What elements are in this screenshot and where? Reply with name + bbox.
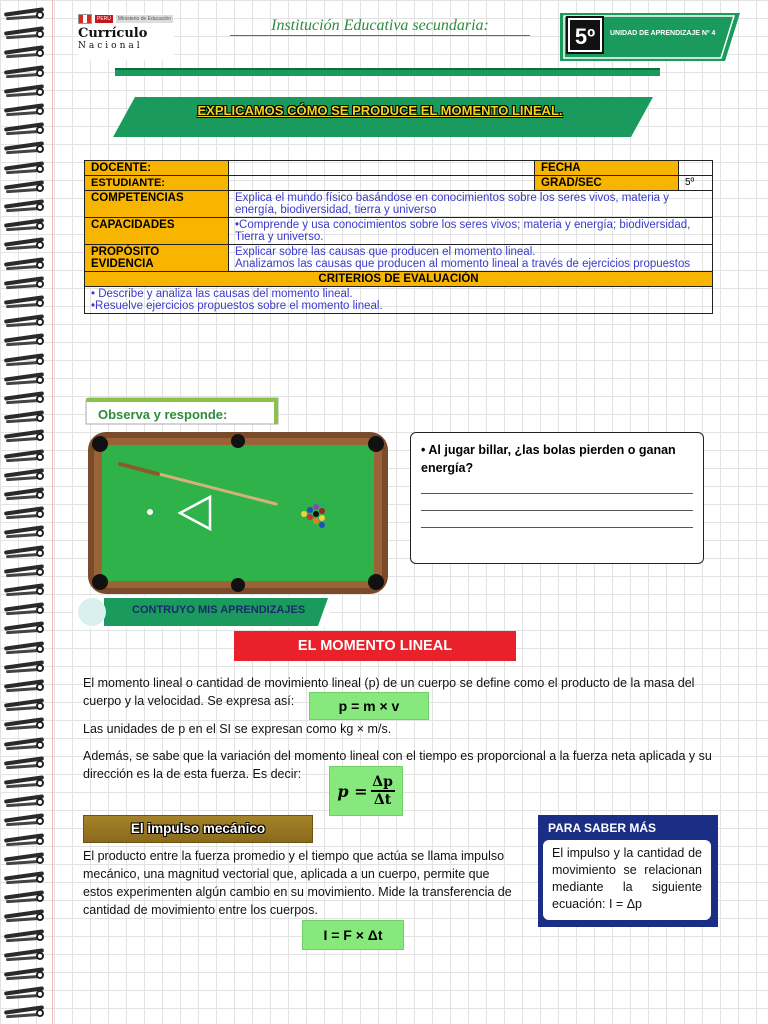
- docente-label: DOCENTE:: [85, 161, 229, 176]
- formula-variation: [329, 766, 403, 816]
- spiral-coil: [4, 277, 46, 291]
- spiral-coil: [4, 142, 46, 156]
- spiral-coil: [4, 162, 46, 176]
- question-box: [410, 432, 704, 564]
- docente-field[interactable]: [229, 161, 535, 176]
- spiral-coil: [4, 680, 46, 694]
- spiral-coil: [4, 910, 46, 924]
- answer-line[interactable]: [421, 510, 693, 511]
- curriculo-nacional-logo: [78, 14, 174, 60]
- spiral-coil: [4, 315, 46, 329]
- competencias-label: COMPETENCIAS: [85, 191, 229, 218]
- spiral-coil: [4, 642, 46, 656]
- spiral-coil: [4, 450, 46, 464]
- proposito-value: Explicar sobre las causas que producen el momento lineal.: [235, 246, 536, 258]
- evidencia-label: EVIDENCIA: [91, 258, 154, 270]
- construyo-label: CONTRUYO MIS APRENDIZAJES: [132, 604, 306, 616]
- spiral-coil: [4, 987, 46, 1001]
- formula-denominator: Δt: [373, 791, 392, 808]
- spiral-coil: [4, 27, 46, 41]
- spiral-coil: [4, 104, 46, 118]
- estudiante-field[interactable]: [229, 176, 535, 191]
- spiral-coil: [4, 546, 46, 560]
- spiral-coil: [4, 565, 46, 579]
- spiral-coil: [4, 584, 46, 598]
- proposito-label: PROPÓSITO: [91, 246, 160, 258]
- spiral-coil: [4, 296, 46, 310]
- grade-number: 5º: [568, 18, 602, 52]
- spiral-coil: [4, 757, 46, 771]
- spiral-coil: [4, 181, 46, 195]
- para-saber-mas-title: PARA SABER MÁS: [548, 821, 657, 835]
- answer-line[interactable]: [421, 493, 693, 494]
- spiral-coil: [4, 354, 46, 368]
- impulse-paragraph: El producto entre la fuerza promedio y el tiempo que actúa se llama impulso mecánico, una magnitud vectorial que, aplicada a un cuerpo, permite que estos experimenten algún cambio en su movimiento. Mide la transferencia de cantidad de movimiento entre los cuerpos.: [83, 849, 512, 917]
- logo-peru-label: PERÚ: [97, 16, 111, 22]
- spiral-coil: [4, 891, 46, 905]
- spiral-coil: [4, 738, 46, 752]
- spiral-coil: [4, 238, 46, 252]
- spiral-coil: [4, 603, 46, 617]
- info-table: [84, 160, 713, 314]
- criterios-list: [85, 287, 713, 314]
- spiral-coil: [4, 258, 46, 272]
- spiral-coil: [4, 46, 46, 60]
- spiral-coil: [4, 853, 46, 867]
- spiral-coil: [4, 622, 46, 636]
- para-saber-mas-text: El impulso y la cantidad de movimiento se relacionan mediante la siguiente ecuación: I = Δp: [543, 840, 711, 920]
- gradsec-value: 5º: [679, 176, 713, 191]
- spiral-coil: [4, 968, 46, 982]
- spiral-coil: [4, 334, 46, 348]
- competencias-value: Explica el mundo físico basándose en conocimientos sobre los seres vivos, materia y energía, biodiversidad, tierra y universo: [229, 191, 713, 218]
- formula-numerator: Δp: [372, 774, 393, 791]
- spiral-coil: [4, 795, 46, 809]
- momento-paragraph-2: Las unidades de p en el SI se expresan como kg × m/s.: [83, 722, 392, 736]
- capacidades-label: CAPACIDADES: [85, 218, 229, 245]
- logo-word-curriculo: Currículo: [78, 26, 148, 41]
- institution-title: Institución Educativa secundaria:: [230, 17, 530, 36]
- formula-fraction: [371, 774, 395, 808]
- spiral-coil: [4, 814, 46, 828]
- formula-momento: p = m × v: [309, 692, 429, 720]
- answer-line[interactable]: [421, 527, 693, 528]
- spiral-coil: [4, 699, 46, 713]
- spiral-coil: [4, 507, 46, 521]
- proposito-evidencia-label: [85, 245, 229, 272]
- gradsec-label: GRAD/SEC: [535, 176, 679, 191]
- spiral-coil: [4, 123, 46, 137]
- momento-paragraph-1: El momento lineal o cantidad de movimiento lineal (p) de un cuerpo se define como el producto de la masa del cuerpo y la velocidad. Se expresa así:: [83, 676, 695, 708]
- section-title: EL MOMENTO LINEAL: [297, 638, 453, 654]
- spiral-coil: [4, 200, 46, 214]
- spiral-coil: [4, 834, 46, 848]
- criterio-item: •Resuelve ejercicios propuestos sobre el momento lineal.: [91, 300, 383, 312]
- momento-paragraph-3: Además, se sabe que la variación del momento lineal con el tiempo es proporcional a la fuerza neta aplicada y su dirección es la de esta fuerza. Es decir:: [83, 749, 712, 781]
- peru-flag-icon: [78, 14, 92, 24]
- spiral-coil: [4, 430, 46, 444]
- spiral-coil: [4, 949, 46, 963]
- spiral-coil: [4, 930, 46, 944]
- spiral-coil: [4, 8, 46, 22]
- spiral-binding: [0, 0, 50, 1024]
- spiral-coil: [4, 219, 46, 233]
- billiard-table-image: [88, 432, 388, 594]
- formula-impulse: I = F × Δt: [302, 920, 404, 950]
- formula-variation-lhs: p =: [337, 781, 368, 801]
- spiral-coil: [4, 411, 46, 425]
- fecha-field[interactable]: [679, 161, 713, 176]
- header-divider: [115, 68, 660, 76]
- logo-word-nacional: Nacional: [78, 41, 143, 51]
- unit-label: UNIDAD DE APRENDIZAJE Nº 4: [610, 30, 716, 37]
- spiral-coil: [4, 872, 46, 886]
- spiral-coil: [4, 85, 46, 99]
- spiral-coil: [4, 373, 46, 387]
- spiral-coil: [4, 718, 46, 732]
- spiral-coil: [4, 66, 46, 80]
- capacidades-value: •Comprende y usa conocimientos sobre los seres vivos; materia y energía; biodiversidad, Tierra y universo.: [229, 218, 713, 245]
- page-title: EXPLICAMOS CÓMO SE PRODUCE EL MOMENTO LINEAL.: [197, 103, 563, 118]
- logo-ministry-label: Ministerio de Educación: [117, 16, 171, 22]
- observe-label: Observa y responde:: [98, 407, 228, 422]
- criterio-item: • Describe y analiza las causas del momento lineal.: [91, 288, 353, 300]
- proposito-evidencia-value: [229, 245, 713, 272]
- spiral-coil: [4, 1006, 46, 1020]
- spiral-coil: [4, 488, 46, 502]
- impulse-title: El impulso mecánico: [130, 821, 266, 836]
- estudiante-label: ESTUDIANTE:: [85, 176, 229, 191]
- spiral-coil: [4, 392, 46, 406]
- spiral-coil: [4, 661, 46, 675]
- spiral-coil: [4, 526, 46, 540]
- spiral-coil: [4, 776, 46, 790]
- margin-line: [52, 0, 53, 1024]
- question-text: • Al jugar billar, ¿las bolas pierden o ganan energía?: [421, 443, 676, 475]
- fecha-label: FECHA: [535, 161, 679, 176]
- criterios-header: CRITERIOS DE EVALUACIÓN: [85, 272, 713, 287]
- spiral-coil: [4, 469, 46, 483]
- evidencia-value: Analizamos las causas que producen al momento lineal a través de ejercicios propuestos: [235, 258, 691, 270]
